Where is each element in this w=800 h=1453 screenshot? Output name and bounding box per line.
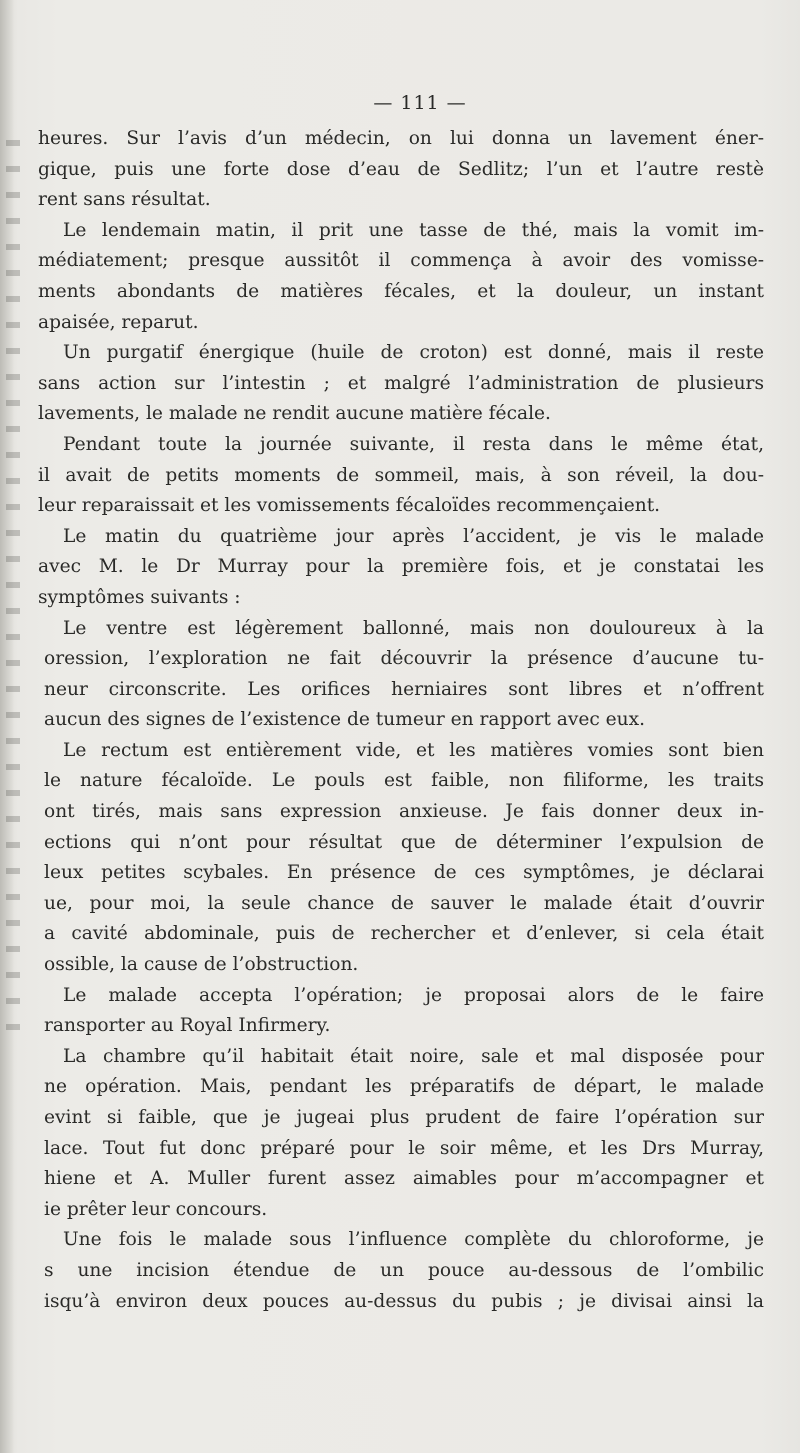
text-line: evint si faible, que je jugeai plus prudent de faire l’opération sur	[44, 1107, 764, 1128]
text-line: rent sans résultat.	[38, 189, 211, 211]
text-line: Le rectum est entièrement vide, et les matières vomies sont bien	[63, 739, 764, 761]
text-line: ne opération. Mais, pendant les préparatifs de départ, le malade	[44, 1076, 764, 1098]
text-line: Le matin du quatrième jour après l’accident, je vis le malade	[63, 525, 764, 547]
text-line: avec M. le Dr Murray pour la première fois, et je constatai les	[38, 556, 764, 578]
text-line: Le malade accepta l’opération; je proposai alors de le faire	[63, 984, 764, 1006]
text-line: oression, l’exploration ne fait découvrir la présence d’aucune tu-	[44, 648, 764, 670]
text-line: Le ventre est légèrement ballonné, mais non douloureux à la	[63, 617, 764, 639]
text-line: leux petites scybales. En présence de ces symptômes, je déclarai	[44, 862, 764, 884]
text-line: le nature fécaloïde. Le pouls est faible, non filiforme, les traits	[44, 770, 764, 792]
text-line: hiene et A. Muller furent assez aimables pour m’accompagner et	[44, 1168, 764, 1190]
text-line: heures. Sur l’avis d’un médecin, on lui donna un lavement éner-	[38, 128, 764, 149]
text-line: Le lendemain matin, il prit une tasse de thé, mais la vomit im-	[63, 219, 764, 241]
text-line: a cavité abdominale, puis de rechercher et d’enlever, si cela était	[44, 923, 764, 945]
text-line: La chambre qu’il habitait était noire, sale et mal disposée pour	[63, 1045, 764, 1067]
text-line: isqu’à environ deux pouces au-dessus du pubis ; je divisai ainsi la	[44, 1290, 764, 1312]
text-line: symptômes suivants :	[38, 586, 241, 608]
text-line: ont tirés, mais sans expression anxieuse. Je fais donner deux in-	[44, 801, 764, 823]
text-line: ossible, la cause de l’obstruction.	[44, 954, 359, 976]
text-line: apaisée, reparut.	[38, 311, 199, 333]
text-line: ections qui n’ont pour résultat que de déterminer l’expulsion de	[44, 831, 764, 853]
gutter-shadow-marks	[6, 140, 20, 1040]
text-line: médiatement; presque aussitôt il commença à avoir des vomisse-	[38, 250, 764, 272]
text-line: lavements, le malade ne rendit aucune matière fécale.	[38, 403, 551, 425]
text-line: Une fois le malade sous l’influence complète du chloroforme, je	[63, 1229, 764, 1251]
body-text	[38, 124, 764, 1317]
text-line: ie prêter leur concours.	[44, 1198, 268, 1220]
text-line: gique, puis une forte dose d’eau de Sedlitz; l’un et l’autre restè	[38, 158, 764, 180]
text-line: lace. Tout fut donc préparé pour le soir même, et les Drs Murray,	[44, 1137, 764, 1159]
text-line: s une incision étendue de un pouce au-dessous de l’ombilic	[44, 1259, 764, 1281]
text-line: Pendant toute la journée suivante, il resta dans le même état,	[63, 433, 764, 455]
text-line: ransporter au Royal Infirmery.	[44, 1015, 331, 1037]
text-line: aucun des signes de l’existence de tumeur en rapport avec eux.	[44, 709, 646, 731]
text-line: leur reparaissait et les vomissements fécaloïdes recommençaient.	[38, 495, 661, 517]
text-line: ue, pour moi, la seule chance de sauver le malade était d’ouvrir	[44, 892, 764, 914]
text-line: il avait de petits moments de sommeil, mais, à son réveil, la dou-	[38, 464, 764, 486]
text-line: sans action sur l’intestin ; et malgré l’administration de plusieurs	[38, 372, 764, 394]
page-number: — 111 —	[373, 92, 467, 114]
text-line: neur circonscrite. Les orifices herniaires sont libres et n’offrent	[44, 678, 764, 700]
text-line: ments abondants de matières fécales, et la douleur, un instant	[38, 280, 764, 302]
text-line: Un purgatif énergique (huile de croton) est donné, mais il reste	[63, 342, 764, 364]
